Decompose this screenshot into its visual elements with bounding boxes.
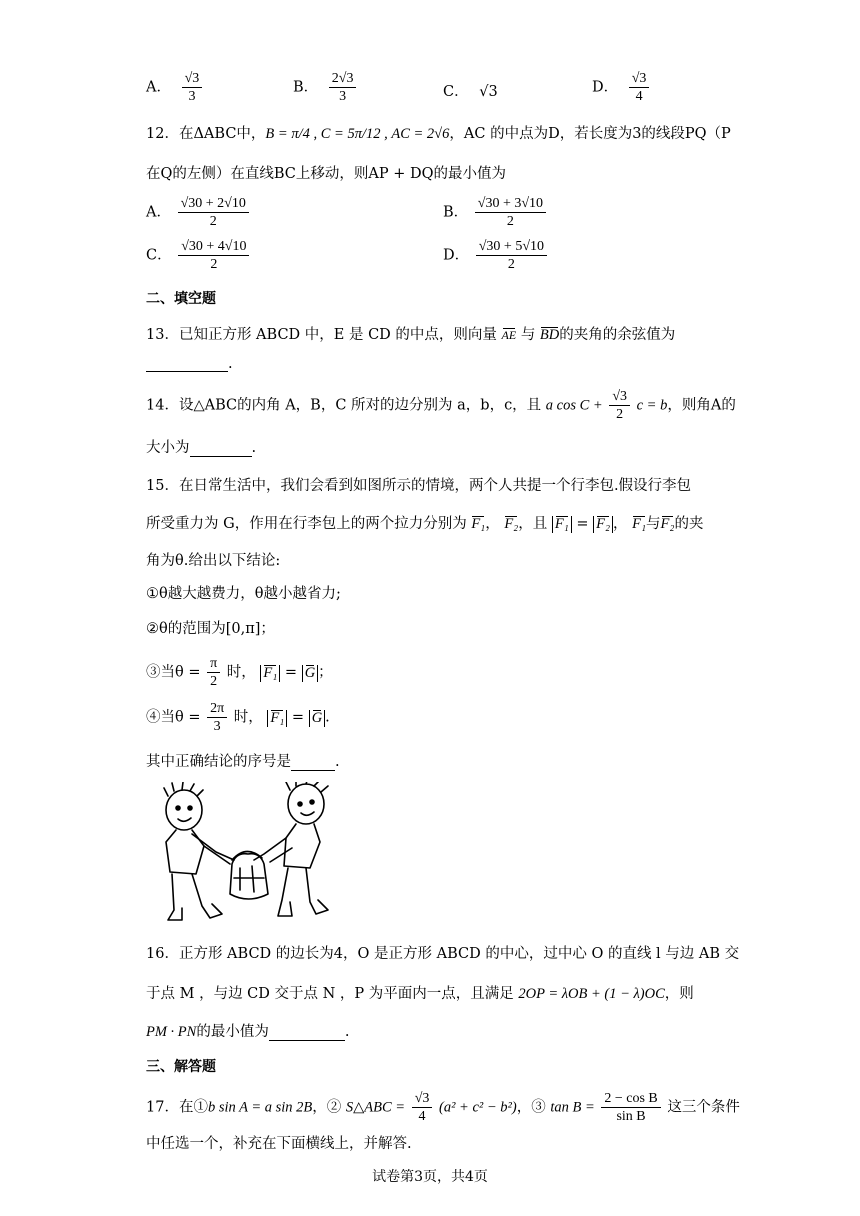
- q15-conclusion-2: ②θ的范围为[0,π]；: [146, 621, 275, 637]
- q16-line1: 16．正方形 ABCD 的边长为4，O 是正方形 ABCD 的中心，过中心 O 的直线 l 与边 AB 交: [146, 946, 740, 962]
- q14-line2: 大小为 .: [146, 440, 257, 456]
- page-footer: 试卷第3页，共4页: [372, 1169, 488, 1185]
- q12-line1: 12．在ΔABC中，B = π/4 , C = 5π/12 , AC = 2√6，AC 的中点为D，若长度为3的线段PQ（P: [146, 126, 731, 142]
- q13-line1: 13．已知正方形 ABCD 中，E 是 CD 的中点，则向量 AE 与 BD的夹角的余弦值为: [146, 327, 676, 343]
- q15-conclusion-4: ④当θ = $\frac{2\pi}{3}$ 时， F₁ = G .: [146, 701, 330, 734]
- q15-question: 其中正确结论的序号是 .: [146, 754, 340, 770]
- q14-line1: 14．设△ABC的内角 A，B，C 所对的边分别为 a，b，c，且 a cos C + $\frac{√3}{2}$ c = b，则角A的: [146, 389, 736, 422]
- section-fill-in: 二、填空题: [146, 291, 216, 307]
- q15-conclusion-1: ①θ越大越费力，θ越小越省力;: [146, 586, 341, 602]
- q12-option-c: C． $\frac{√30 + 4√10}{2}$: [146, 238, 251, 273]
- q17-line1: 17．在①b sin A = a sin 2B，② S△ABC = $\frac{√3}{4}$ (a² + c² − b²)，③ tan B = $\frac{\text{2 − cos B}}{\text{sin B}}$ 这三个条件: [146, 1091, 740, 1124]
- q11-option-c: C． √3: [443, 84, 498, 100]
- q13-blank: .: [146, 356, 233, 372]
- q11-option-d: D． $\frac{√3}{4}$: [592, 70, 651, 105]
- section-answer: 三、解答题: [146, 1059, 216, 1075]
- q17-line2: 中任选一个，补充在下面横线上，并解答.: [146, 1136, 412, 1152]
- q11-option-a: A． $\frac{√3}{3}$: [146, 70, 204, 105]
- q12-option-b: B． $\frac{√30 + 3√10}{2}$: [443, 195, 548, 230]
- q11-option-b: B． $\frac{2√3}{3}$: [293, 70, 358, 105]
- q15-line3: 角为θ.给出以下结论:: [146, 553, 281, 569]
- q15-line2: 所受重力为 G，作用在行李包上的两个拉力分别为 F₁， F₂，且 F₁ = F₂ ， F₁与F₂的夹: [146, 516, 704, 532]
- q16-line3: PM · PN的最小值为 .: [146, 1024, 350, 1040]
- q15-line1: 15．在日常生活中，我们会看到如图所示的情境，两个人共提一个行李包.假设行李包: [146, 478, 692, 494]
- q12-line2: 在Q的左侧）在直线BC上移动，则AP + DQ的最小值为: [146, 166, 507, 182]
- q12-option-d: D． $\frac{√30 + 5√10}{2}$: [443, 238, 549, 273]
- q12-option-a: A． $\frac{√30 + 2√10}{2}$: [146, 195, 251, 230]
- q15-conclusion-3: ③当θ = $\frac{\pi}{2}$ 时， F₁ = G ；: [146, 656, 333, 689]
- q16-line2: 于点 M ，与边 CD 交于点 N ，P 为平面内一点，且满足 2OP = λOB + (1 − λ)OC，则: [146, 986, 694, 1002]
- two-kids-carrying-luggage-illustration: [146, 782, 346, 932]
